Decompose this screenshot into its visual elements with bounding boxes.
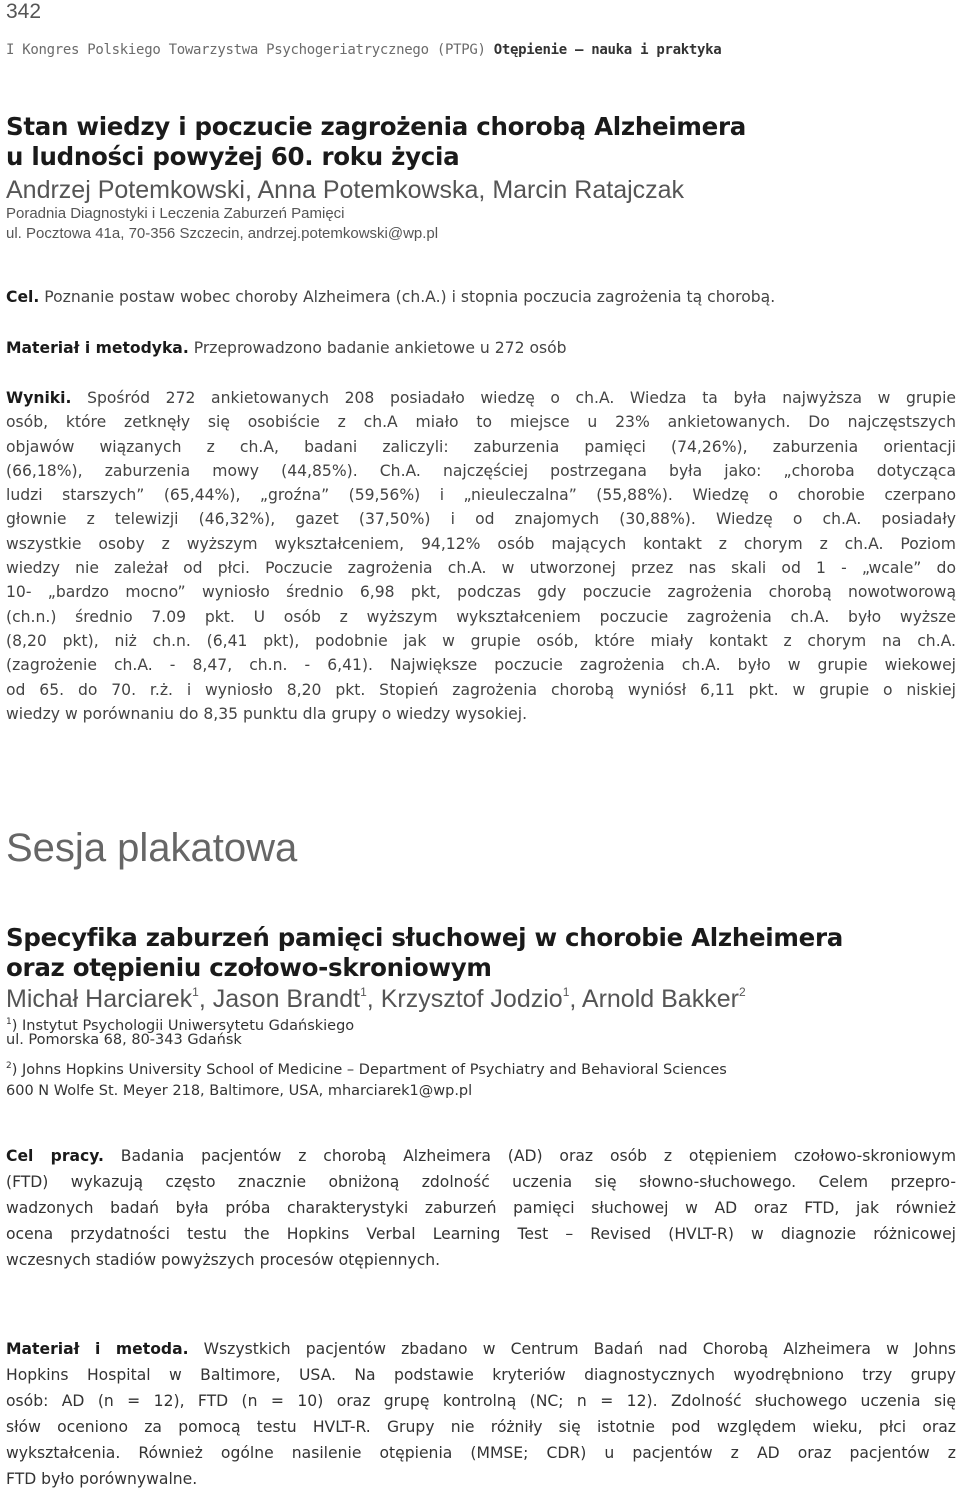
- cel-line: wadzonych badań była próba charakterystyki zaburzeń pamięci słuchowej w AD oraz FTD, jak również: [6, 1199, 956, 1217]
- author-sep: ,: [366, 985, 381, 1013]
- author-sup: 1: [192, 985, 199, 999]
- wyniki-line: wiedzy w porównaniu do 8,35 punktu dla grupy o wiedzy wysokiej.: [6, 704, 528, 723]
- wyniki-line: ludzi starszych” (65,44%), „groźna” (59,56%) i „nieuleczalna” (55,88%). Wiedzę o chorobie czerpano: [6, 486, 956, 505]
- abstract1-title-line2: u ludności powyżej 60. roku życia: [6, 142, 460, 171]
- wyniki-line: (66,18%), zaburzenia mowy (44,85%). Ch.A. najczęściej postrzegana była jako: „choroba dotycząca: [6, 461, 956, 480]
- abstract1-affiliation-line1: Poradnia Diagnostyki i Leczenia Zaburzeń Pamięci: [6, 205, 345, 222]
- abstract2-title-line2: oraz otępieniu czołowo-skroniowym: [6, 953, 492, 982]
- author-sup: 2: [738, 985, 746, 999]
- wyniki-line: objawów wiązanych z ch.A, badani zaliczyli: zaburzenia pamięci (74,26%), zaburzenia orientacji: [6, 437, 956, 456]
- abstract1-affiliation-line2: ul. Pocztowa 41a, 70-356 Szczecin, andrzej.potemkowski@wp.pl: [6, 225, 439, 242]
- abstract2-material: [6, 1336, 956, 1492]
- cel-line: ocena przydatności testu the Hopkins Verbal Learning Test – Revised (HVLT-R) w diagnozie różnicowej: [6, 1225, 956, 1243]
- material-line: wykształcenia. Również ogólne nasilenie otępienia (MMSE; CDR) u pacjentów z AD oraz pacjentów z: [6, 1444, 956, 1462]
- aff-sup: 1: [6, 1017, 12, 1027]
- material-line: FTD było porównywalne.: [6, 1470, 198, 1488]
- abstract1-cel: [6, 285, 956, 309]
- aff-text: ) Johns Hopkins University School of Medicine – Department of Psychiatry and Behavioral Sciences: [11, 1062, 727, 1078]
- abstract2-material-label: Materiał i metoda.: [6, 1340, 189, 1358]
- abstract2-aff2-line1: [6, 1057, 727, 1080]
- page-number: 342: [6, 0, 42, 23]
- wyniki-line: wszystkie osoby z wyższym wykształceniem, 94,12% osób mających kontakt z chorym z ch.A. Poziom: [6, 534, 956, 553]
- author-name: Arnold Bakker: [581, 985, 739, 1013]
- wyniki-line: głownie z telewizji (46,32%), gazet (37,50%) i od znajomych (30,88%). Wiedzę o ch.A. posiadały: [6, 510, 956, 529]
- running-header-subtitle: Otępienie – nauka i praktyka: [493, 42, 722, 58]
- abstract1-cel-text: Poznanie postaw wobec choroby Alzheimera (ch.A.) i stopnia poczucia zagrożenia tą chorobą.: [39, 288, 776, 306]
- author-name: Jason Brandt: [212, 985, 361, 1013]
- abstract1-title-line1: Stan wiedzy i poczucie zagrożenia chorobą Alzheimera: [6, 112, 746, 141]
- running-header-congress: I Kongres Polskiego Towarzystwa Psychogeriatrycznego (PTPG): [6, 42, 486, 58]
- section-heading: Sesja plakatowa: [6, 826, 298, 870]
- abstract2-cel: [6, 1143, 956, 1273]
- running-header: [6, 42, 721, 58]
- wyniki-line: (8,20 pkt), niż ch.n. (6,41 pkt), podobnie jak w grupie osób, które miały kontakt z chorym na ch.A.: [6, 631, 956, 650]
- abstract1-wyniki-label: Wyniki.: [6, 389, 72, 407]
- abstract2-cel-label: Cel pracy.: [6, 1147, 104, 1165]
- cel-line: Badania pacjentów z chorobą Alzheimera (AD) oraz osób z otępieniem czołowo-skroniowym: [103, 1147, 957, 1165]
- author-sup: 1: [360, 985, 367, 999]
- author-sup: 1: [562, 985, 570, 999]
- author-sep: ,: [198, 985, 213, 1013]
- wyniki-line: wiedzy nie zależał od płci. Poczucie zagrożenia ch.A. w utworzonej przez nas skali od 1 - „wcale” do: [6, 559, 956, 578]
- abstract2-aff1-line2: ul. Pomorska 68, 80-343 Gdańsk: [6, 1032, 242, 1048]
- author-sep: ,: [569, 985, 582, 1013]
- aff-sup: 2: [6, 1061, 12, 1071]
- abstract1-material-label: Materiał i metodyka.: [6, 339, 189, 357]
- wyniki-line: (zagrożenie ch.A. - 8,47, ch.n. - 6,41). Największe poczucie zagrożenia ch.A. było w grupie wiekowej: [6, 656, 956, 675]
- material-line: słów oceniono za pomocą testu HVLT-R. Grupy nie różniły się istotnie pod względem wieku, płci oraz: [6, 1418, 956, 1436]
- abstract2-title-line1: Specyfika zaburzeń pamięci słuchowej w chorobie Alzheimera: [6, 923, 843, 952]
- abstract1-material: [6, 336, 956, 360]
- wyniki-line: (ch.n.) średnio 7.09 pkt. U osób z wyższym wykształceniem poczucie zagrożenia ch.A. było wyższe: [6, 607, 956, 626]
- material-line: Wszystkich pacjentów zbadano w Centrum Badań nad Chorobą Alzheimera w Johns: [188, 1340, 956, 1358]
- material-line: osób: AD (n = 12), FTD (n = 10) oraz grupę kontrolną (NC; n = 12). Zdolność słuchowego uczenia się: [6, 1392, 956, 1410]
- abstract2-authors: [6, 985, 746, 1014]
- wyniki-line: od 65. do 70. r.ż. i wyniosło 8,20 pkt. Stopień zagrożenia chorobą wyniósł 6,11 pkt. w grupie o niskiej: [6, 680, 956, 699]
- wyniki-line: osób, które zetknęły się osobiście z ch.A miało to miejsce u 23% ankietowanych. Do najczęstszych: [6, 413, 956, 432]
- abstract1-authors: Andrzej Potemkowski, Anna Potemkowska, Marcin Ratajczak: [6, 176, 685, 204]
- author-name: Krzysztof Jodzio: [380, 985, 563, 1013]
- material-line: Hopkins Hospital w Baltimore, USA. Na podstawie kryteriów diagnostycznych wyodrębniono trzy grupy: [6, 1366, 956, 1384]
- abstract1-material-text: Przeprowadzono badanie ankietowe u 272 osób: [188, 339, 567, 357]
- aff-text: ) Instytut Psychologii Uniwersytetu Gdańskiego: [11, 1018, 355, 1034]
- wyniki-line: Spośród 272 ankietowanych 208 posiadało wiedzę o ch.A. Wiedza ta była najwyższa w grupie: [71, 389, 956, 407]
- cel-line: wczesnych stadiów powyższych procesów otępiennych.: [6, 1251, 441, 1269]
- wyniki-line: 10- „bardzo mocno” wyniosło średnio 6,98 pkt, podczas gdy poczucie zagrożenia chorobą nowotworową: [6, 583, 956, 602]
- abstract2-aff2-line2: 600 N Wolfe St. Meyer 218, Baltimore, USA, mharciarek1@wp.pl: [6, 1083, 473, 1099]
- author-name: Michał Harciarek: [6, 985, 193, 1013]
- abstract1-wyniki: [6, 386, 956, 726]
- cel-line: (FTD) wykazują często znacznie obniżoną zdolność uczenia się słowno-słuchowego. Celem przepro-: [6, 1173, 956, 1191]
- abstract1-cel-label: Cel.: [6, 288, 40, 306]
